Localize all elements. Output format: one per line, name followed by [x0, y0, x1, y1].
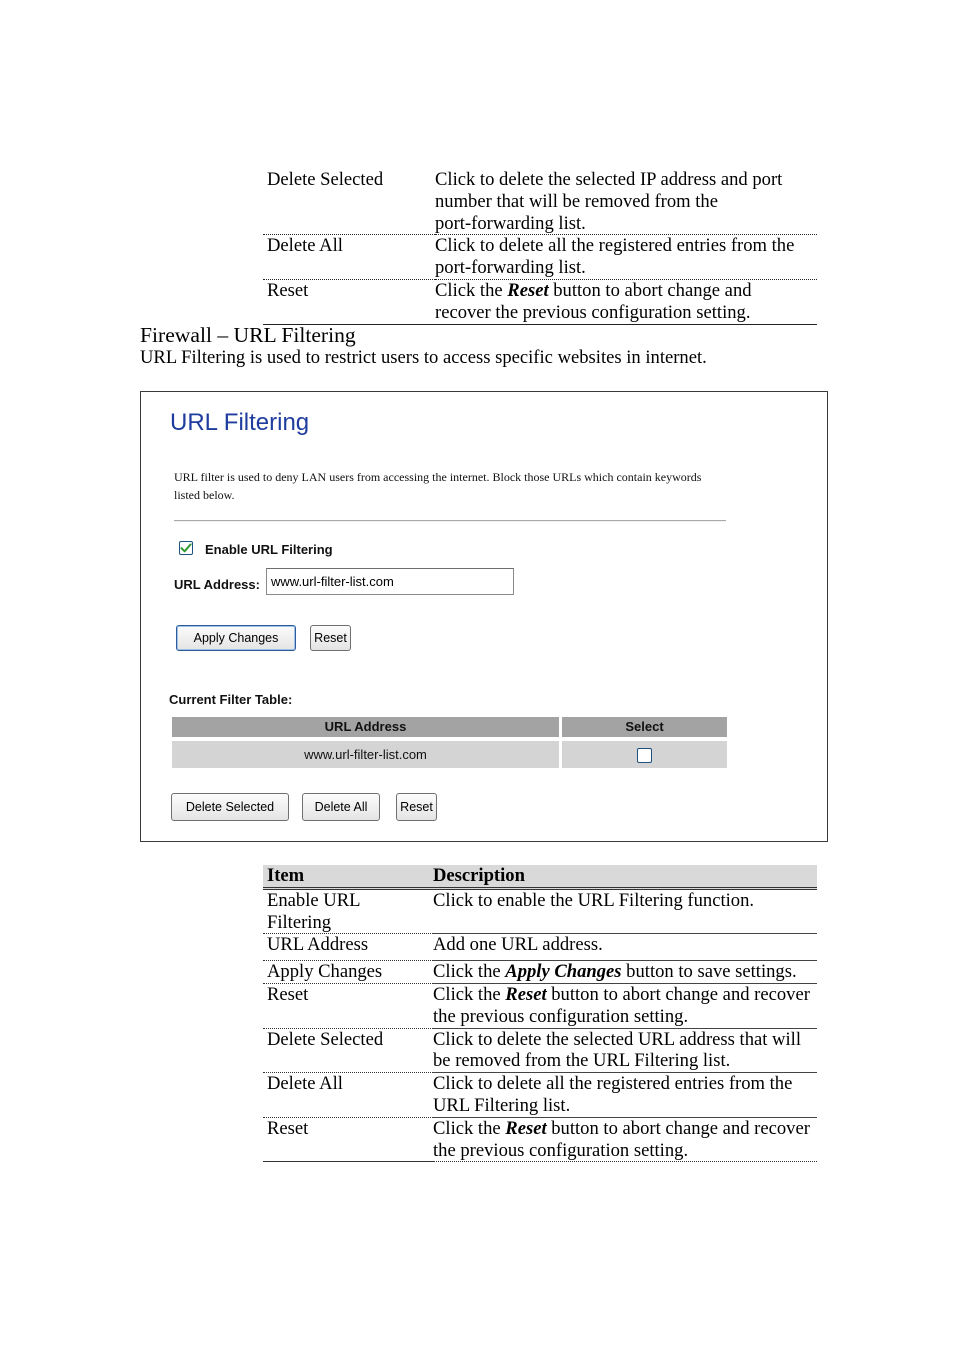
table-row	[263, 169, 817, 235]
reset-button[interactable]: Reset	[310, 625, 351, 651]
description-text: Click the	[433, 1117, 506, 1139]
table-row	[263, 890, 817, 935]
emphasized-term: Apply Changes	[505, 961, 622, 983]
description-cell: Click to delete all the registered entries from the URL Filtering list.	[433, 1073, 817, 1118]
item-cell: Delete All	[263, 235, 435, 280]
apply-changes-button[interactable]: Apply Changes	[176, 625, 296, 651]
emphasized-term: Reset	[505, 983, 547, 1005]
emphasized-term: Reset	[507, 279, 549, 301]
description-cell	[433, 984, 817, 1029]
item-cell: Reset	[263, 280, 435, 325]
description-cell	[433, 1118, 817, 1163]
table-row	[263, 280, 817, 325]
divider	[174, 520, 726, 522]
table-header-row	[263, 865, 817, 890]
enable-url-filtering-checkbox[interactable]	[179, 541, 193, 555]
page-title: URL Filtering	[170, 409, 310, 436]
enable-url-filtering-label: Enable URL Filtering	[205, 542, 333, 557]
description-text: button to save settings.	[621, 961, 797, 983]
table-cell-select	[562, 741, 727, 768]
checkmark-icon	[180, 542, 192, 554]
item-cell: Reset	[263, 1118, 433, 1163]
port-forwarding-description-table	[263, 169, 817, 325]
url-filtering-description-table	[263, 865, 817, 1162]
table-row	[263, 1029, 817, 1074]
column-header-select: Select	[562, 717, 727, 737]
description-text: Click the	[433, 983, 506, 1005]
item-cell: Delete All	[263, 1073, 433, 1118]
description-cell: Click to delete the selected URL address that will be removed from the URL Filtering list.	[433, 1029, 817, 1074]
page-description: URL filter is used to deny LAN users from accessing the internet. Block those URLs which contain keywords listed below.	[174, 470, 702, 502]
description-text: button to abort change and recover the previous configuration setting.	[433, 1117, 810, 1161]
table-row	[263, 1118, 817, 1163]
current-filter-table-label: Current Filter Table:	[169, 692, 293, 707]
current-filter-table	[172, 717, 727, 768]
select-row-checkbox[interactable]	[637, 748, 652, 763]
item-cell: Delete Selected	[263, 169, 435, 235]
item-cell: Reset	[263, 984, 433, 1029]
delete-selected-button[interactable]: Delete Selected	[171, 793, 289, 821]
table-row	[263, 934, 817, 961]
section-intro: URL Filtering is used to restrict users to access specific websites in internet.	[140, 347, 707, 368]
description-cell: Add one URL address.	[433, 934, 817, 961]
item-cell: Delete Selected	[263, 1029, 433, 1074]
description-text: Click to delete the selected IP address and port number that will be removed from the port-forwarding list.	[435, 169, 783, 234]
column-header-item: Item	[267, 865, 305, 886]
url-filtering-screenshot	[140, 391, 828, 842]
description-cell	[433, 961, 817, 984]
emphasized-term: Reset	[505, 1117, 547, 1139]
description-text: Click to delete all the registered entries from the port-forwarding list.	[435, 235, 795, 279]
description-cell: Click to enable the URL Filtering function.	[433, 890, 817, 935]
table-row	[263, 235, 817, 280]
item-cell: URL Address	[263, 934, 433, 961]
description-text: button to abort change and recover the previous configuration setting.	[435, 279, 752, 323]
table-cell-url: www.url-filter-list.com	[172, 741, 559, 768]
item-cell: Enable URL Filtering	[263, 890, 433, 935]
section-heading: Firewall – URL Filtering	[140, 323, 356, 347]
item-cell: Apply Changes	[263, 961, 433, 984]
description-text: Click the	[433, 961, 506, 983]
reset-table-button[interactable]: Reset	[396, 793, 437, 821]
table-row	[263, 1073, 817, 1118]
description-text: Click the	[435, 279, 508, 301]
column-header-description: Description	[433, 865, 525, 886]
delete-all-button[interactable]: Delete All	[302, 793, 380, 821]
column-header-url-address: URL Address	[172, 717, 559, 737]
description-cell	[435, 169, 817, 235]
description-text: button to abort change and recover the previous configuration setting.	[433, 983, 810, 1027]
url-address-input[interactable]	[266, 568, 514, 595]
table-row	[263, 984, 817, 1029]
description-cell	[435, 235, 817, 280]
description-cell	[435, 280, 817, 325]
url-address-label: URL Address:	[174, 577, 260, 592]
table-row	[263, 961, 817, 984]
